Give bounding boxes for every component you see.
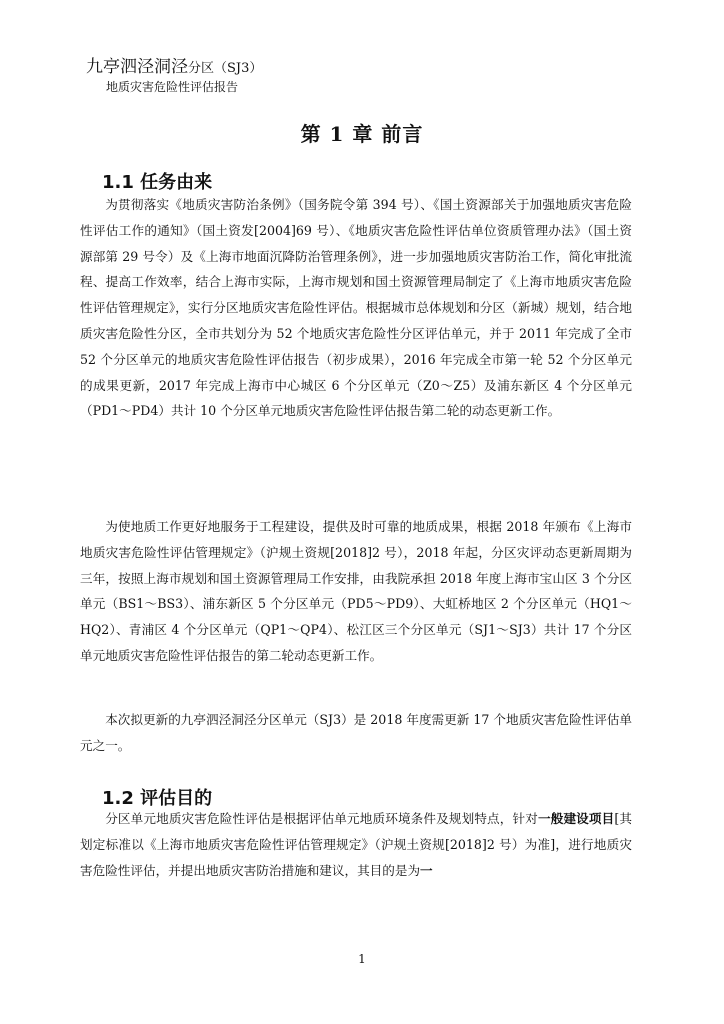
paragraph-3: 本次拟更新的九亭泗泾洞泾分区单元（SJ3）是 2018 年度需更新 17 个地质灾害危险性评估单元之一。 xyxy=(80,712,632,753)
paragraph-4-bold-end: 一 xyxy=(420,862,433,878)
running-header-title xyxy=(86,52,262,77)
running-header-subtitle: 地质灾害危险性评估报告 xyxy=(106,80,239,94)
section-heading-1-1: 1.1 任务由来 xyxy=(102,172,213,193)
paragraph-4 xyxy=(80,806,632,883)
paragraph-4-bold-term: 一般建设项目 xyxy=(537,811,615,826)
paragraph-4-text-a: 分区单元地质灾害危险性评估是根据评估单元地质环境条件及规划特点，针对 xyxy=(105,811,538,826)
paragraph-1: 为贯彻落实《地质灾害防治条例》（国务院令第 394 号）、《国土资源部关于加强地质灾害危险性评估工作的通知》（国土资发[2004]69 号）、《地质灾害危险性评估单位资质管理办法》（国土资源部第 29 号令）及《上海市地面沉降防治管理条例》，进一步加强地质灾害防治工作，简化审批流程、提高工作效率，结合上海市实际，上海市规划和国土资源管理局制定了《上海市地质灾害危险性评估管理规定》，实行分区地质灾害危险性评估。根据城市总体规划和分区（新城）规划，结合地质灾害危险性分区，全市共划分为 52 个地质灾害危险性分区评估单元，并于 2011 年完成了全市 52 个分区单元的地质灾害危险性评估报告（初步成果），2016 年完成全市第一轮 52 个分区单元的成果更新，2017 年完成上海市中心城区 6 个分区单元（Z0～Z5）及浦东新区 4 个分区单元（PD1～PD4）共计 10 个分区单元地质灾害危险性评估报告第二轮的动态更新工作。 xyxy=(80,197,632,419)
page-number: 1 xyxy=(358,952,366,966)
paragraph-4-text-b: [其划定标准以《上海市地质灾害危险性评估管理规定》（沪规土资规[2018]2 号）为准]，进行地质灾害危险性评估，并提出地质灾害防治措施和建议，其目的是为 xyxy=(80,811,633,878)
header-title-suffix: 分区（SJ3） xyxy=(188,61,263,76)
section-heading-1-2: 1.2 评估目的 xyxy=(102,788,213,809)
chapter-title: 第 1 章 前言 xyxy=(300,122,424,146)
paragraph-2: 为使地质工作更好地服务于工程建设，提供及时可靠的地质成果，根据 2018 年颁布《上海市地质灾害危险性评估管理规定》（沪规土资规[2018]2 号），2018 年起，分区灾评动态更新周期为三年，按照上海市规划和国土资源管理局工作安排，由我院承担 2018 年度上海市宝山区 3 个分区单元（BS1～BS3）、浦东新区 5 个分区单元（PD5～PD9）、大虹桥地区 2 个分区单元（HQ1～HQ2）、青浦区 4 个分区单元（QP1～QP4）、松江区三个分区单元（SJ1～SJ3）共计 17 个分区单元地质灾害危险性评估报告的第二轮动态更新工作。 xyxy=(80,519,632,663)
header-title: 九亭泗泾洞泾 xyxy=(86,57,188,77)
